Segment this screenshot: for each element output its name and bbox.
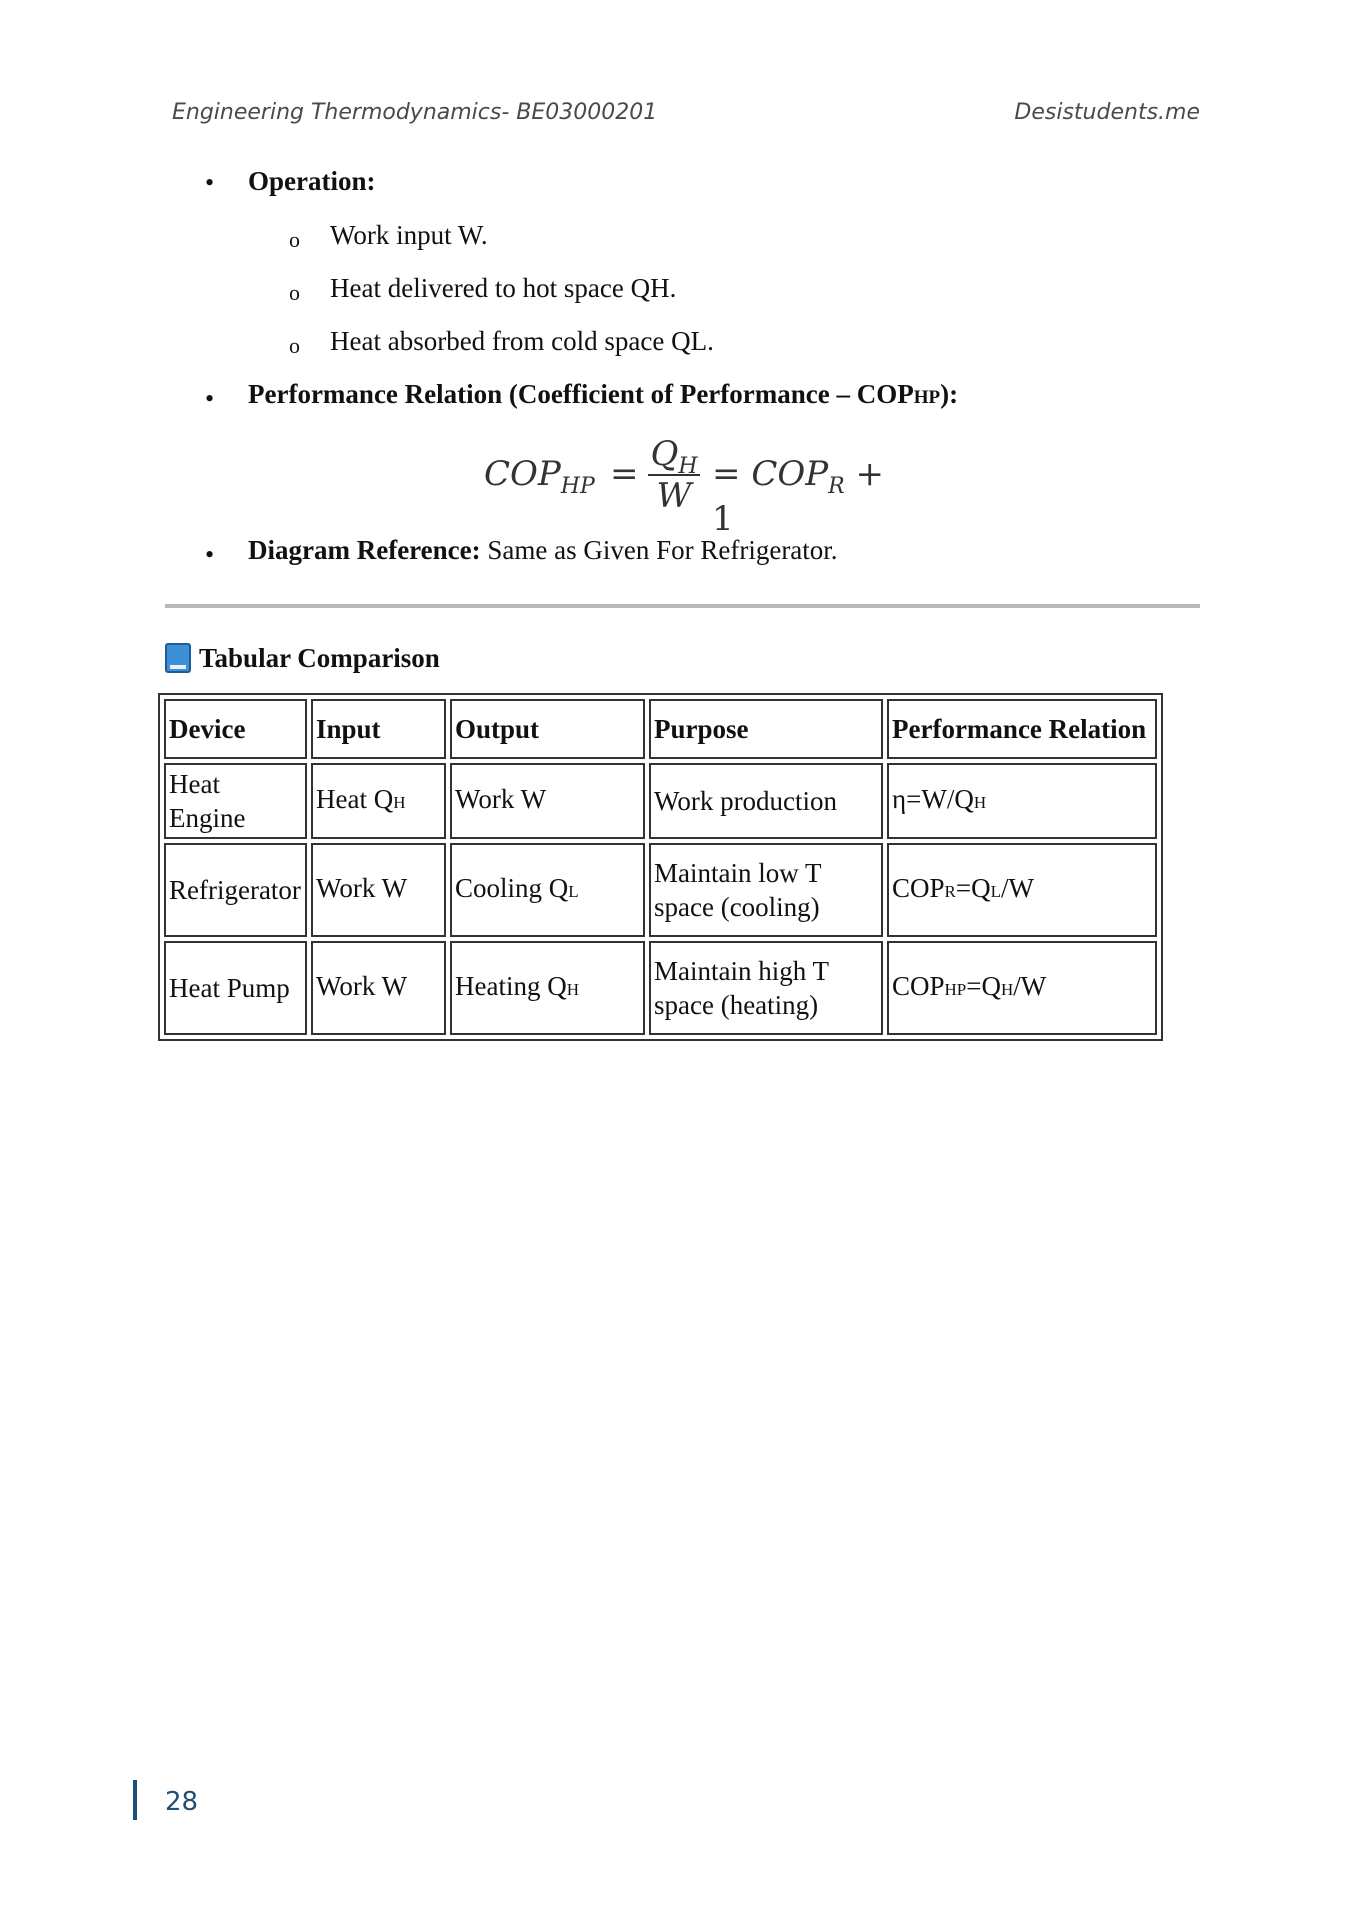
purpose-cell: Work production	[649, 763, 883, 839]
header-title: Engineering Thermodynamics- BE03000201	[172, 100, 658, 125]
table-header: Purpose	[649, 699, 883, 759]
cop-hp-formula: $COP_{HP}$ = $Q_H$ W = $COP_R + 1$	[484, 434, 884, 539]
relation-cell: η=W/QH	[887, 763, 1157, 839]
sub-bullet-marker: o	[289, 280, 300, 305]
device-cell: Heat Pump	[164, 941, 307, 1035]
table-row	[164, 843, 1157, 937]
sub-bullet-marker: o	[289, 333, 300, 358]
table-header: Output	[450, 699, 645, 759]
relation-cell: COPR=QL/W	[887, 843, 1157, 937]
table-header: Device	[164, 699, 307, 759]
output-cell: Cooling QL	[450, 843, 645, 937]
performance-label: Performance Relation (Coefficient of Performance – COPHP):	[248, 379, 959, 409]
section-title: Tabular Comparison	[165, 643, 440, 674]
bullet-marker: •	[205, 384, 215, 413]
table-header: Input	[311, 699, 446, 759]
operation-item-1: Work input W.	[330, 220, 488, 250]
device-cell: Refrigerator	[164, 843, 307, 937]
table-row	[164, 763, 1157, 839]
device-cell: Heat Engine	[164, 763, 307, 839]
footer-accent-bar	[133, 1780, 137, 1820]
blue-book-icon	[165, 643, 191, 673]
input-cell: Heat QH	[311, 763, 446, 839]
comparison-table	[158, 693, 1163, 1041]
operation-item-3: Heat absorbed from cold space QL.	[330, 326, 714, 356]
bullet-marker: •	[205, 168, 215, 197]
output-cell: Work W	[450, 763, 645, 839]
relation-cell: COPHP=QH/W	[887, 941, 1157, 1035]
page-number: 28	[165, 1787, 199, 1817]
sub-bullet-marker: o	[289, 227, 300, 252]
table-header: Performance Relation	[887, 699, 1157, 759]
operation-label: Operation:	[248, 166, 376, 196]
horizontal-divider	[165, 604, 1200, 608]
input-cell: Work W	[311, 941, 446, 1035]
table-row	[164, 941, 1157, 1035]
input-cell: Work W	[311, 843, 446, 937]
table-header-row	[164, 699, 1157, 759]
output-cell: Heating QH	[450, 941, 645, 1035]
header-site: Desistudents.me	[1014, 100, 1200, 125]
diagram-reference: Diagram Reference: Same as Given For Refrigerator.	[248, 535, 838, 565]
fraction: $Q_H$ W	[644, 434, 704, 516]
purpose-cell: Maintain low T space (cooling)	[649, 843, 883, 937]
bullet-marker: •	[205, 540, 215, 569]
operation-item-2: Heat delivered to hot space QH.	[330, 273, 677, 303]
purpose-cell: Maintain high T space (heating)	[649, 941, 883, 1035]
